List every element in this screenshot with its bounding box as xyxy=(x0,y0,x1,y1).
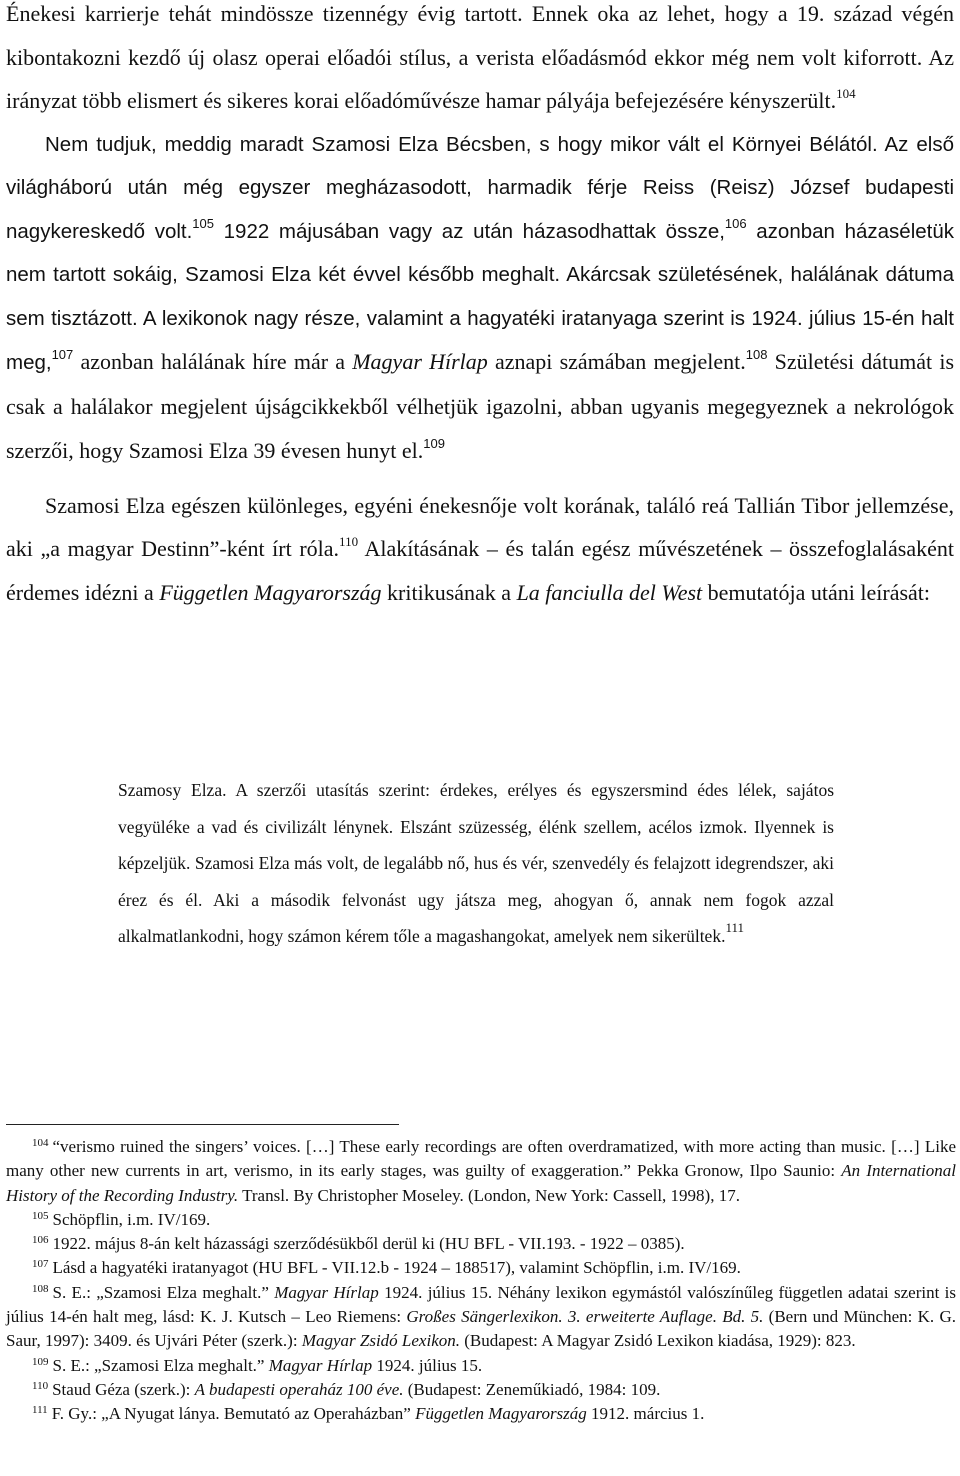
footnote-text: (Budapest: A Magyar Zsidó Lexikon kiadása, 1929): 823. xyxy=(460,1331,856,1351)
footnote-text: Lásd a hagyatéki iratanyagot (HU BFL - VII.12.b - 1924 – 188517), valamint Schöpflin, i.m. IV/169. xyxy=(52,1258,741,1278)
paragraph-text: Nem tudjuk, meddig maradt Szamosi Elza Bécsben, s hogy mikor vált el Környei Bélától. Az első világháború után még egyszer megházasodott, harmadik férje Reiss (Reisz) József budapesti nagykereskedő volt. xyxy=(6,132,954,243)
footnote-number: 107 xyxy=(32,1258,49,1271)
footnote-number: 111 xyxy=(32,1404,48,1417)
footnote-110 xyxy=(6,1378,956,1402)
footnote-italic: An International History of the Recording Industry. xyxy=(6,1161,956,1205)
footnote-ref-108[interactable]: 108 xyxy=(745,347,768,362)
paragraph-marriage-block xyxy=(6,123,954,474)
footnote-divider xyxy=(6,1124,399,1125)
footnote-109 xyxy=(6,1354,956,1378)
footnote-text: F. Gy.: „A Nyugat lánya. Bemutató az Operaházban” xyxy=(51,1404,416,1424)
footnote-italic: A budapesti operaház 100 éve. xyxy=(194,1379,404,1399)
footnote-text: 1912. március 1. xyxy=(586,1404,705,1424)
footnote-104 xyxy=(6,1135,956,1208)
paragraph-characterization xyxy=(6,484,954,615)
footnote-ref-110[interactable]: 110 xyxy=(339,534,359,549)
footnote-108 xyxy=(6,1281,956,1354)
quote-text: Szamosy Elza. A szerzői utasítás szerint: érdekes, erélyes és egyszersmind édes lélek, sajátos vegyüléke a vad és civilizált lénynek. Elszánt szüzesség, élénk szellem, acélos izmok. Ilyennek is képzeljük. Szamosi Elza más volt, de legalább nő, hus és vér, szenvedély és felajzott idegrendszer, aki érez és él. Aki a második felvonást ugy játsza meg, ahogyan ő, annak nem fogok azzal alkalmatlankodni, hogy számon kérem tőle a magashangokat, amelyek nem sikerültek. xyxy=(118,780,834,947)
footnote-106 xyxy=(6,1232,956,1256)
footnote-text: “verismo ruined the singers’ voices. […] These early recordings are often overdramatized, with more acting than music. […] Like many other new currents in art, verismo, in its early stages, was guilty of exaggeration.” Pekka Gronow, Ilpo Saunio: xyxy=(6,1137,956,1181)
footnote-number: 106 xyxy=(32,1234,49,1247)
paragraph-text: Énekesi karrierje tehát mindössze tizennégy évig tartott. Ennek oka az lehet, hogy a 19. század végén kibontakozni kezdő új olasz operai előadói stílus, a verista előadásmód ekkor még nem volt kiforrott. Az irányzat több elismert és sikeres korai előadóművésze hamar pályája befejezésére kényszerült. xyxy=(6,1,954,113)
paragraph-text: bemutatója utáni leírását: xyxy=(702,579,931,605)
paragraph-text: Alakításának – és talán egész művészetének – összefoglalásaként érdemes idézni a xyxy=(6,536,954,605)
paragraph-text: Szamosi Elza egészen különleges, egyéni énekesnője volt korának, találó reá Tallián Tibor jellemzése, aki „a magyar Destinn”-ként írt róla. xyxy=(6,492,954,561)
paragraph-italic: Független Magyarország xyxy=(159,579,382,605)
footnote-text: Schöpflin, i.m. IV/169. xyxy=(52,1209,211,1229)
paragraph-italic: La fanciulla del West xyxy=(516,579,703,605)
footnote-italic: Magyar Hírlap xyxy=(268,1355,373,1375)
paragraph-text: aznapi számában megjelent. xyxy=(487,349,746,374)
footnote-text: 1922. május 8-án kelt házassági szerződésükből derül ki (HU BFL - VII.193. - 1922 – 0385). xyxy=(52,1234,685,1254)
footnote-ref-107[interactable]: 107 xyxy=(51,347,74,362)
footnote-italic: Magyar Zsidó Lexikon. xyxy=(301,1331,460,1351)
footnote-number: 104 xyxy=(32,1137,49,1149)
paragraph-italic: Magyar Hírlap xyxy=(352,349,488,374)
footnote-number: 110 xyxy=(32,1379,49,1392)
footnote-text: S. E.: „Szamosi Elza meghalt.” xyxy=(52,1282,275,1302)
paragraph-career xyxy=(6,0,954,474)
paragraph-text: kritikusának a xyxy=(381,579,517,605)
paragraph-text: Születési dátumát is csak a halálakor megjelent újságcikkekből vélhetjük igazolni, abban ugyanis megegyeznek a nekrológok szerzői, hogy Szamosi Elza 39 évesen hunyt el. xyxy=(6,349,955,463)
footnote-text: Transl. By Christopher Moseley. (London, New York: Cassell, 1998), 17. xyxy=(238,1185,740,1205)
footnote-105 xyxy=(6,1208,956,1232)
footnote-italic: Großes Sängerlexikon. 3. erweiterte Auflage. Bd. 5. xyxy=(406,1307,764,1327)
footnote-ref-111[interactable]: 111 xyxy=(725,920,744,936)
footnotes xyxy=(6,1135,956,1427)
block-quote xyxy=(118,772,834,955)
footnote-ref-109[interactable]: 109 xyxy=(423,436,445,451)
footnote-italic: Magyar Hírlap xyxy=(274,1282,379,1302)
paragraph-text: 1922 májusában vagy az után házasodhattak össze, xyxy=(214,219,725,243)
footnote-text: 1924. július 15. xyxy=(372,1355,483,1375)
footnote-italic: Független Magyarország xyxy=(415,1404,587,1424)
footnote-text: S. E.: „Szamosi Elza meghalt.” xyxy=(52,1355,269,1375)
footnote-number: 109 xyxy=(32,1355,49,1368)
footnote-107 xyxy=(6,1256,956,1280)
footnote-text: 1924. július 15. Néhány lexikon egymástól valószínűleg független adatai szerint is július 14-én halt meg, lásd: K. J. Kutsch – Leo Riemens: xyxy=(6,1282,956,1327)
footnote-text: (Bern und München: K. G. Saur, 1997): 3409. és Ujvári Péter (szerk.): xyxy=(6,1307,956,1351)
footnote-ref-104[interactable]: 104 xyxy=(836,86,856,101)
footnote-text: (Budapest: Zeneműkiadó, 1984: 109. xyxy=(403,1379,661,1399)
footnote-number: 105 xyxy=(32,1209,49,1222)
footnote-ref-105[interactable]: 105 xyxy=(192,215,214,231)
footnote-111 xyxy=(6,1402,956,1426)
footnote-text: Staud Géza (szerk.): xyxy=(52,1379,195,1399)
paragraph-text: azonban halálának híre már a xyxy=(73,349,353,374)
footnote-number: 108 xyxy=(32,1282,49,1295)
paragraph-text: azonban házaséletük nem tartott sokáig, Szamosi Elza két évvel később meghalt. Akárcsak születésének, halálának dátuma sem tisztázott. A lexikonok nagy része, valamint a hagyatéki iratanyaga szerint is 1924. július 15-én halt meg, xyxy=(6,219,954,374)
footnote-ref-106[interactable]: 106 xyxy=(724,215,747,231)
